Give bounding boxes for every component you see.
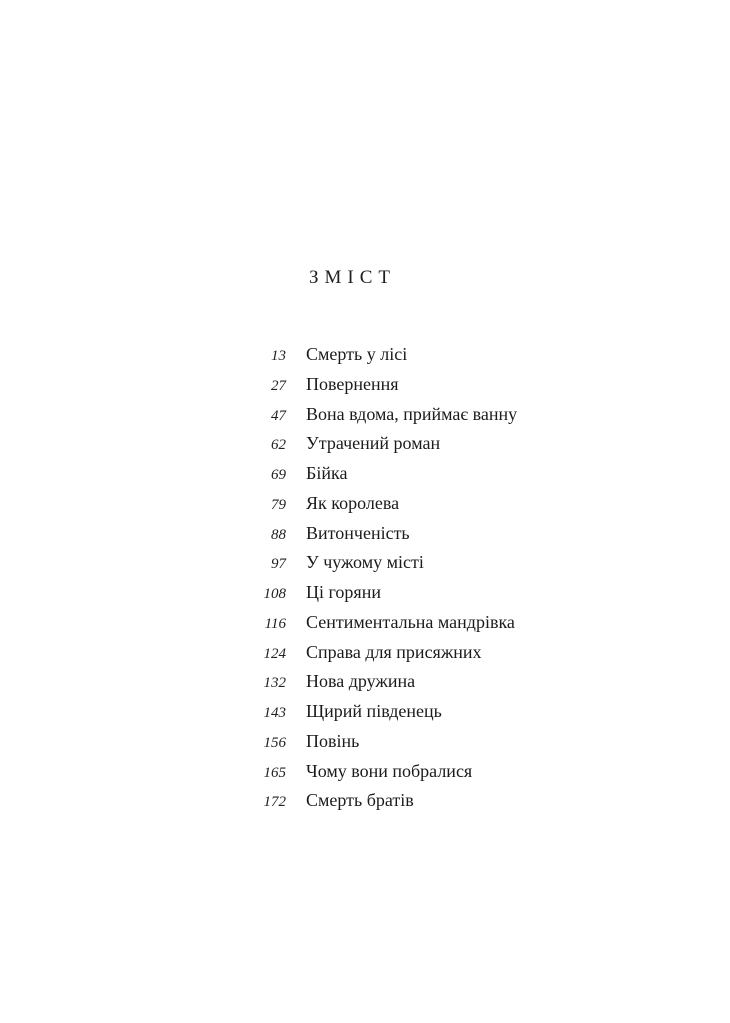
toc-entry-page-number: 108 <box>263 586 286 602</box>
toc-entry-page-number: 62 <box>271 437 286 454</box>
toc-entry-title: Смерть братів <box>306 790 414 811</box>
toc-entry-page-number: 165 <box>263 764 286 781</box>
toc-entry <box>240 642 660 672</box>
toc-entry <box>240 493 660 523</box>
toc-entry-page-number: 13 <box>271 348 286 364</box>
toc-entry <box>240 731 660 761</box>
toc-entry-title: Щирий південець <box>306 701 442 721</box>
toc-entry-title: Витонченість <box>306 522 410 543</box>
toc-entry-page-number: 79 <box>271 496 286 513</box>
toc-entry-title: Повернення <box>306 373 399 394</box>
toc-entry-page-number: 47 <box>271 407 286 424</box>
table-of-contents <box>240 344 660 820</box>
toc-entry <box>240 433 660 463</box>
toc-entry <box>240 701 660 731</box>
toc-entry-page-number: 27 <box>271 377 286 394</box>
toc-entry-page-number: 88 <box>271 526 286 543</box>
toc-entry-title: Нова дружина <box>306 671 416 692</box>
toc-entry-page-number: 143 <box>263 705 286 721</box>
toc-entry-title: Бійка <box>306 463 348 483</box>
toc-entry-title: У чужому місті <box>306 552 424 573</box>
toc-entry-page-number: 156 <box>263 734 286 751</box>
toc-entry <box>240 761 660 791</box>
toc-entry <box>240 612 660 642</box>
toc-entry-page-number: 69 <box>271 467 286 483</box>
toc-entry-title: Утрачений роман <box>306 433 441 454</box>
toc-entry <box>240 671 660 701</box>
contents-heading: ЗМІСТ <box>309 267 397 288</box>
toc-entry <box>240 552 660 582</box>
toc-entry-title: Чому вони побралися <box>306 760 473 781</box>
toc-entry <box>240 404 660 434</box>
toc-entry <box>240 582 660 612</box>
toc-entry-title: Вона вдома, приймає ванну <box>306 403 518 424</box>
toc-entry-page-number: 97 <box>271 556 286 573</box>
toc-entry <box>240 344 660 374</box>
toc-entry <box>240 374 660 404</box>
toc-entry-title: Справа для присяжних <box>306 641 482 662</box>
toc-entry <box>240 523 660 553</box>
toc-entry-page-number: 124 <box>263 645 286 662</box>
toc-entry-title: Як королева <box>306 492 400 513</box>
toc-entry-title: Смерть у лісі <box>306 344 408 364</box>
toc-entry <box>240 463 660 493</box>
toc-entry-title: Сентиментальна мандрівка <box>306 611 515 632</box>
toc-entry-title: Повінь <box>306 730 360 751</box>
toc-entry-page-number: 132 <box>263 675 286 692</box>
toc-entry-page-number: 172 <box>263 794 286 811</box>
toc-entry <box>240 790 660 820</box>
toc-entry-title: Ці горяни <box>306 582 381 602</box>
toc-entry-page-number: 116 <box>264 615 286 632</box>
